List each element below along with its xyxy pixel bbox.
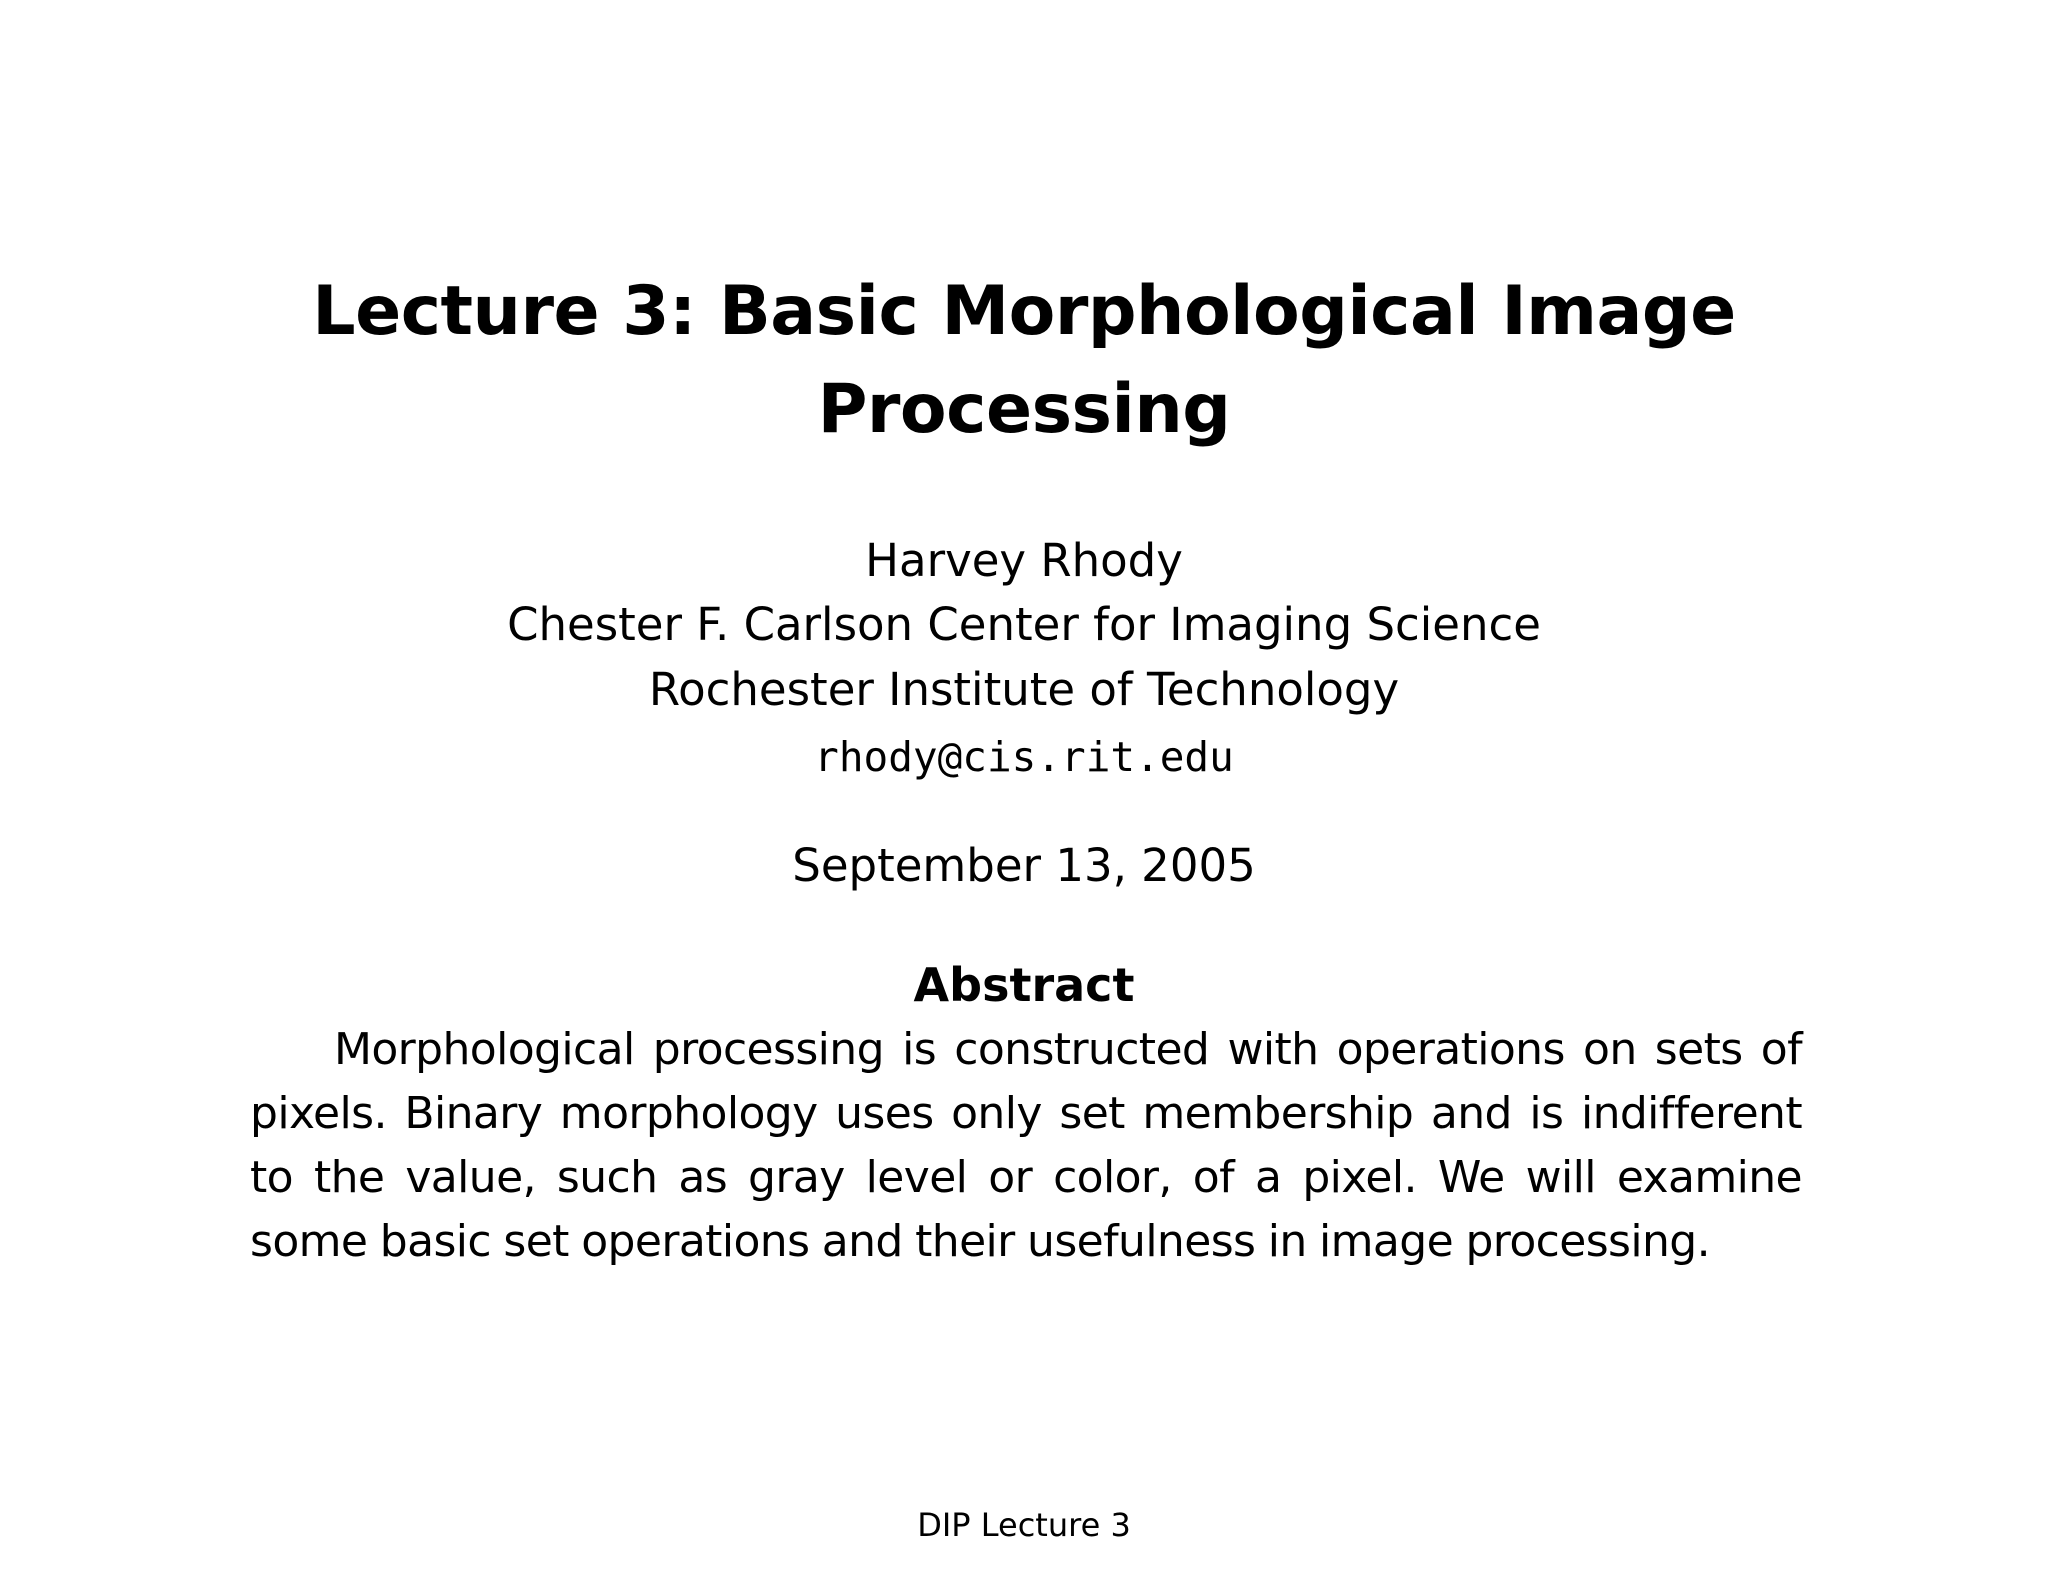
- footer-label: DIP Lecture 3: [917, 1506, 1131, 1544]
- author-center: Chester F. Carlson Center for Imaging Science: [507, 598, 1541, 651]
- abstract-body: Morphological processing is constructed with operations on sets of pixels. Binary morphology uses only set membership and is indifferent to the value, such as gray level or color, of a pixel. We will examine some basic set operations and their usefulness in image processing.: [250, 1024, 1802, 1267]
- title-line-2: Processing: [817, 370, 1231, 449]
- author-email: rhody@cis.rit.edu: [814, 733, 1234, 781]
- abstract-heading: Abstract: [913, 958, 1135, 1012]
- page-title: [0, 263, 2048, 459]
- title-line-1: Lecture 3: Basic Morphological Image: [312, 272, 1736, 351]
- author-institute: Rochester Institute of Technology: [648, 663, 1400, 716]
- date: September 13, 2005: [792, 839, 1256, 892]
- author-name: Harvey Rhody: [865, 534, 1183, 587]
